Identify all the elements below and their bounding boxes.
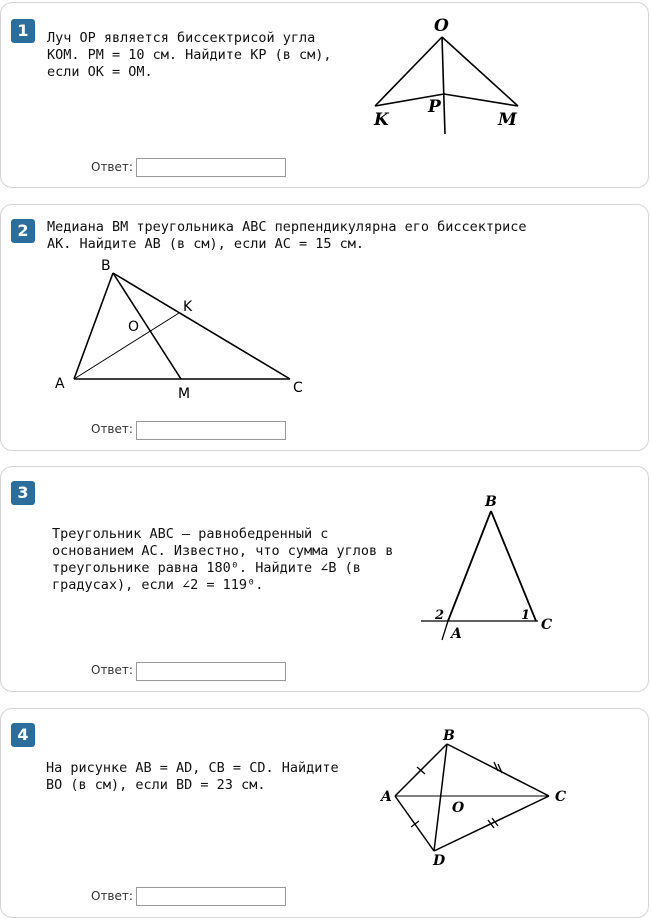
answer-input[interactable]: [136, 662, 286, 681]
task-number-badge: 1: [11, 19, 35, 43]
label-b: B: [443, 728, 455, 744]
label-a: A: [55, 376, 65, 392]
label-b: B: [101, 258, 111, 274]
question-line: AK. Найдите AB (в см), если AC = 15 см.: [47, 236, 364, 252]
label-o: O: [434, 16, 449, 36]
segment-ba: [448, 511, 491, 621]
segment-bc: [113, 273, 290, 379]
ray-op: [442, 37, 445, 134]
segment-ab: [74, 273, 113, 379]
segment-bc: [491, 511, 536, 621]
label-m: M: [498, 110, 517, 130]
question-line: если OK = OM.: [47, 64, 153, 80]
extension-line: [442, 621, 448, 640]
median-bm: [113, 273, 181, 379]
diagonal-bd: [434, 744, 447, 851]
label-c: C: [293, 380, 303, 396]
answer-label: Ответ:: [91, 422, 133, 436]
answer-label: Ответ:: [91, 663, 133, 677]
answer-input[interactable]: [136, 421, 286, 440]
answer-input[interactable]: [136, 158, 286, 177]
label-angle-2: 2: [435, 608, 445, 623]
label-a: A: [451, 626, 462, 642]
label-c: C: [555, 789, 567, 805]
task-card-2: [0, 204, 649, 451]
question-line: основанием AC. Известно, что сумма углов в: [52, 543, 394, 559]
answer-input[interactable]: [136, 887, 286, 906]
label-p: P: [428, 97, 441, 117]
task-2-figure: [1, 205, 651, 452]
question-line: Медиана BM треугольника ABC перпендикулярна его биссектрисе: [47, 219, 527, 235]
task-card-4: [0, 708, 649, 918]
task-4-figure: [1, 709, 651, 919]
segment-ad: [395, 796, 434, 851]
label-a: A: [381, 789, 392, 805]
label-b: B: [485, 494, 497, 510]
question-line: треугольнике равна 180⁰. Найдите ∠B (в: [52, 560, 361, 576]
question-line: Треугольник ABC – равнобедренный с: [52, 526, 329, 542]
label-k: K: [183, 299, 193, 315]
answer-label: Ответ:: [91, 889, 133, 903]
question-line: градусах), если ∠2 = 119⁰.: [52, 577, 264, 593]
label-d: D: [433, 853, 446, 869]
label-c: C: [541, 617, 553, 633]
task-3-figure: [1, 467, 651, 693]
bisector-ak: [74, 313, 179, 379]
label-m: M: [178, 386, 191, 402]
question-line: На рисунке AB = AD, CB = CD. Найдите: [46, 760, 339, 776]
task-number-badge: 4: [11, 723, 35, 747]
question-line: BO (в см), если BD = 23 см.: [46, 777, 266, 793]
label-o: O: [452, 800, 465, 816]
task-card-3: [0, 466, 649, 692]
task-card-1: [0, 2, 649, 188]
question-line: KOM. PM = 10 см. Найдите KP (в см),: [47, 47, 332, 63]
label-angle-1: 1: [521, 608, 531, 623]
task-number-badge: 2: [11, 219, 35, 243]
question-line: Луч OP является биссектрисой угла: [47, 30, 316, 46]
task-number-badge: 3: [11, 481, 35, 505]
label-o: O: [128, 319, 140, 335]
tick-ad: [411, 821, 419, 827]
label-k: K: [374, 110, 389, 130]
answer-label: Ответ:: [91, 160, 133, 174]
